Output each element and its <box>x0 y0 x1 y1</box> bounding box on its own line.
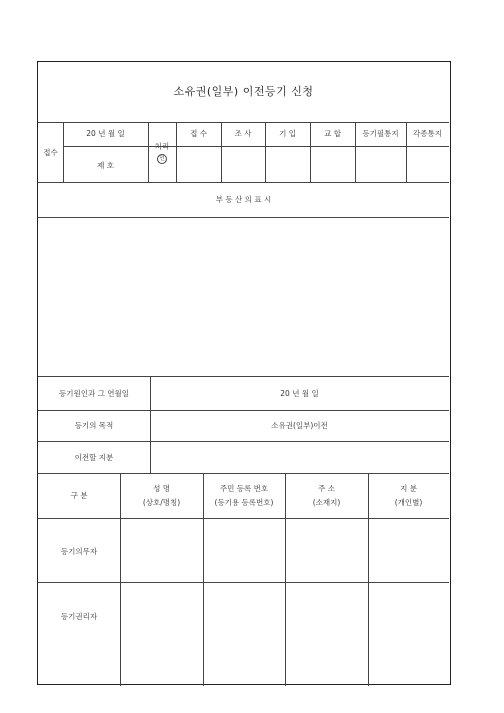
col-header-inspection: 조 사 <box>234 129 252 138</box>
col-header-various-notice: 각종통지 <box>413 129 442 138</box>
col-header-collation: 교 합 <box>324 129 341 138</box>
party-header-id-sub: (등기용 등록번호) <box>214 498 274 507</box>
property-description-area[interactable] <box>38 218 449 376</box>
rule-party-header-bottom <box>38 518 449 519</box>
seal-mark-icon: 인 <box>157 154 167 164</box>
rule-cause-bottom <box>38 410 449 411</box>
rule-property-area-bottom <box>38 376 449 377</box>
purpose-label: 등기의 목적 <box>74 421 114 430</box>
party-row-holder-label: 등기권리자 <box>60 612 98 621</box>
cause-label: 등기원인과 그 연월일 <box>59 389 129 398</box>
party-header-id: 주민 등록 번호 <box>219 484 269 493</box>
party-row-obligor-label: 등기의무자 <box>60 547 98 556</box>
reception-number: 제 호 <box>97 161 114 170</box>
rule-obligor-bottom <box>38 582 449 583</box>
purpose-value[interactable]: 소유권(일부)이전 <box>271 421 328 430</box>
party-header-address-sub: (소재지) <box>312 498 341 507</box>
processing-label: 처리 <box>154 142 170 151</box>
rule-purpose-bottom <box>38 441 449 442</box>
col-header-receipt: 접 수 <box>190 129 207 138</box>
party-header-share-sub: (개인별) <box>394 498 423 507</box>
party-header-category: 구 분 <box>70 491 88 500</box>
rule-reception-mid <box>63 146 449 147</box>
rule-share-bottom <box>38 473 449 474</box>
rule-reception-bottom <box>38 182 449 183</box>
party-header-name: 성 명 <box>153 484 170 493</box>
cause-value[interactable]: 20 년 월 일 <box>280 389 319 398</box>
form-title: 소유권(일부) 이전등기 신청 <box>173 85 314 98</box>
party-header-share: 지 분 <box>400 484 417 493</box>
reception-date: 20 년 월 일 <box>86 129 125 138</box>
rule-reception-date-right <box>148 122 149 182</box>
col-header-completion-notice: 등기필통지 <box>362 129 399 138</box>
registration-application-form <box>37 61 451 685</box>
party-header-name-sub: (상호/명칭) <box>142 498 181 507</box>
rule-title-bottom <box>38 122 449 123</box>
share-label: 이전할 지분 <box>74 453 114 462</box>
reception-label: 접수 <box>43 148 58 157</box>
party-header-address: 주 소 <box>318 484 335 493</box>
col-header-entry: 기 입 <box>279 129 296 138</box>
property-section-label: 부 동 산 의 표 시 <box>215 195 272 204</box>
